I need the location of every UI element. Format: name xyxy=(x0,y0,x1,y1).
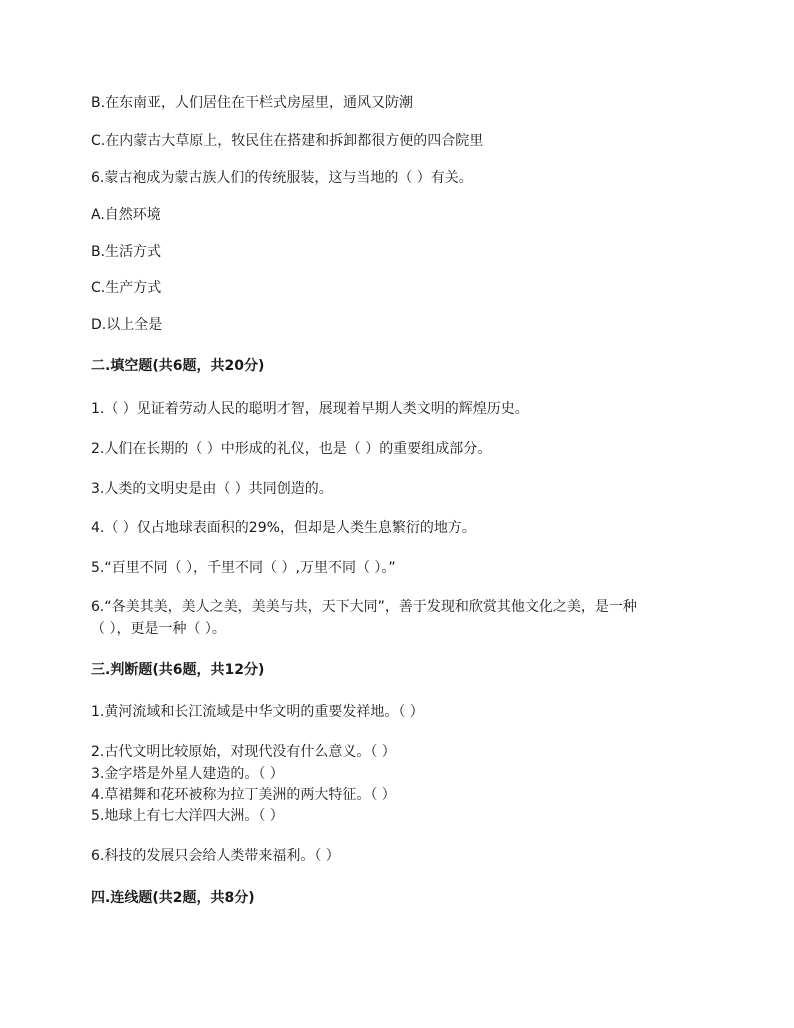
true-false-item: 5.地球上有七大洋四大洲。（ ） xyxy=(91,808,284,824)
fill-blank-item: 5.“百里不同（ ），千里不同（ ）,万里不同（ ）。” xyxy=(91,560,396,576)
q6-stem: 6.蒙古袍成为蒙古族人们的传统服装，这与当地的（ ）有关。 xyxy=(91,170,473,186)
q5-option-c: C.在内蒙古大草原上，牧民住在搭建和拆卸都很方便的四合院里 xyxy=(91,133,484,149)
section-heading-fill-blank: 二.填空题(共6题，共20分) xyxy=(91,358,265,374)
true-false-item: 3.金字塔是外星人建造的。（ ） xyxy=(91,766,284,782)
true-false-item: 1.黄河流域和长江流域是中华文明的重要发祥地。（ ） xyxy=(91,704,424,720)
q6-option-d: D.以上全是 xyxy=(91,317,163,333)
true-false-item: 2.古代文明比较原始，对现代没有什么意义。（ ） xyxy=(91,744,396,760)
fill-blank-item: 3.人类的文明史是由（ ）共同创造的。 xyxy=(91,481,333,497)
fill-blank-item-continued: （ ），更是一种（ ）。 xyxy=(91,621,226,637)
fill-blank-item: 2.人们在长期的（ ）中形成的礼仪，也是（ ）的重要组成部分。 xyxy=(91,441,492,457)
section-heading-true-false: 三.判断题(共6题，共12分) xyxy=(91,662,265,678)
fill-blank-item: 6.“各美其美，美人之美，美美与共，天下大同”，善于发现和欣赏其他文化之美，是一种 xyxy=(91,599,637,615)
fill-blank-item: 4.（ ）仅占地球表面积的29%，但却是人类生息繁衍的地方。 xyxy=(91,520,476,536)
fill-blank-item: 1.（ ）见证着劳动人民的聪明才智，展现着早期人类文明的辉煌历史。 xyxy=(91,401,529,417)
true-false-item: 6.科技的发展只会给人类带来福利。（ ） xyxy=(91,848,340,864)
true-false-item: 4.草裙舞和花环被称为拉丁美洲的两大特征。（ ） xyxy=(91,787,396,803)
q6-option-a: A.自然环境 xyxy=(91,207,161,223)
q6-option-b: B.生活方式 xyxy=(91,244,162,260)
q5-option-b: B.在东南亚，人们居住在干栏式房屋里，通风又防潮 xyxy=(91,95,414,111)
section-heading-matching: 四.连线题(共2题，共8分) xyxy=(91,890,255,906)
q6-option-c: C.生产方式 xyxy=(91,280,162,296)
